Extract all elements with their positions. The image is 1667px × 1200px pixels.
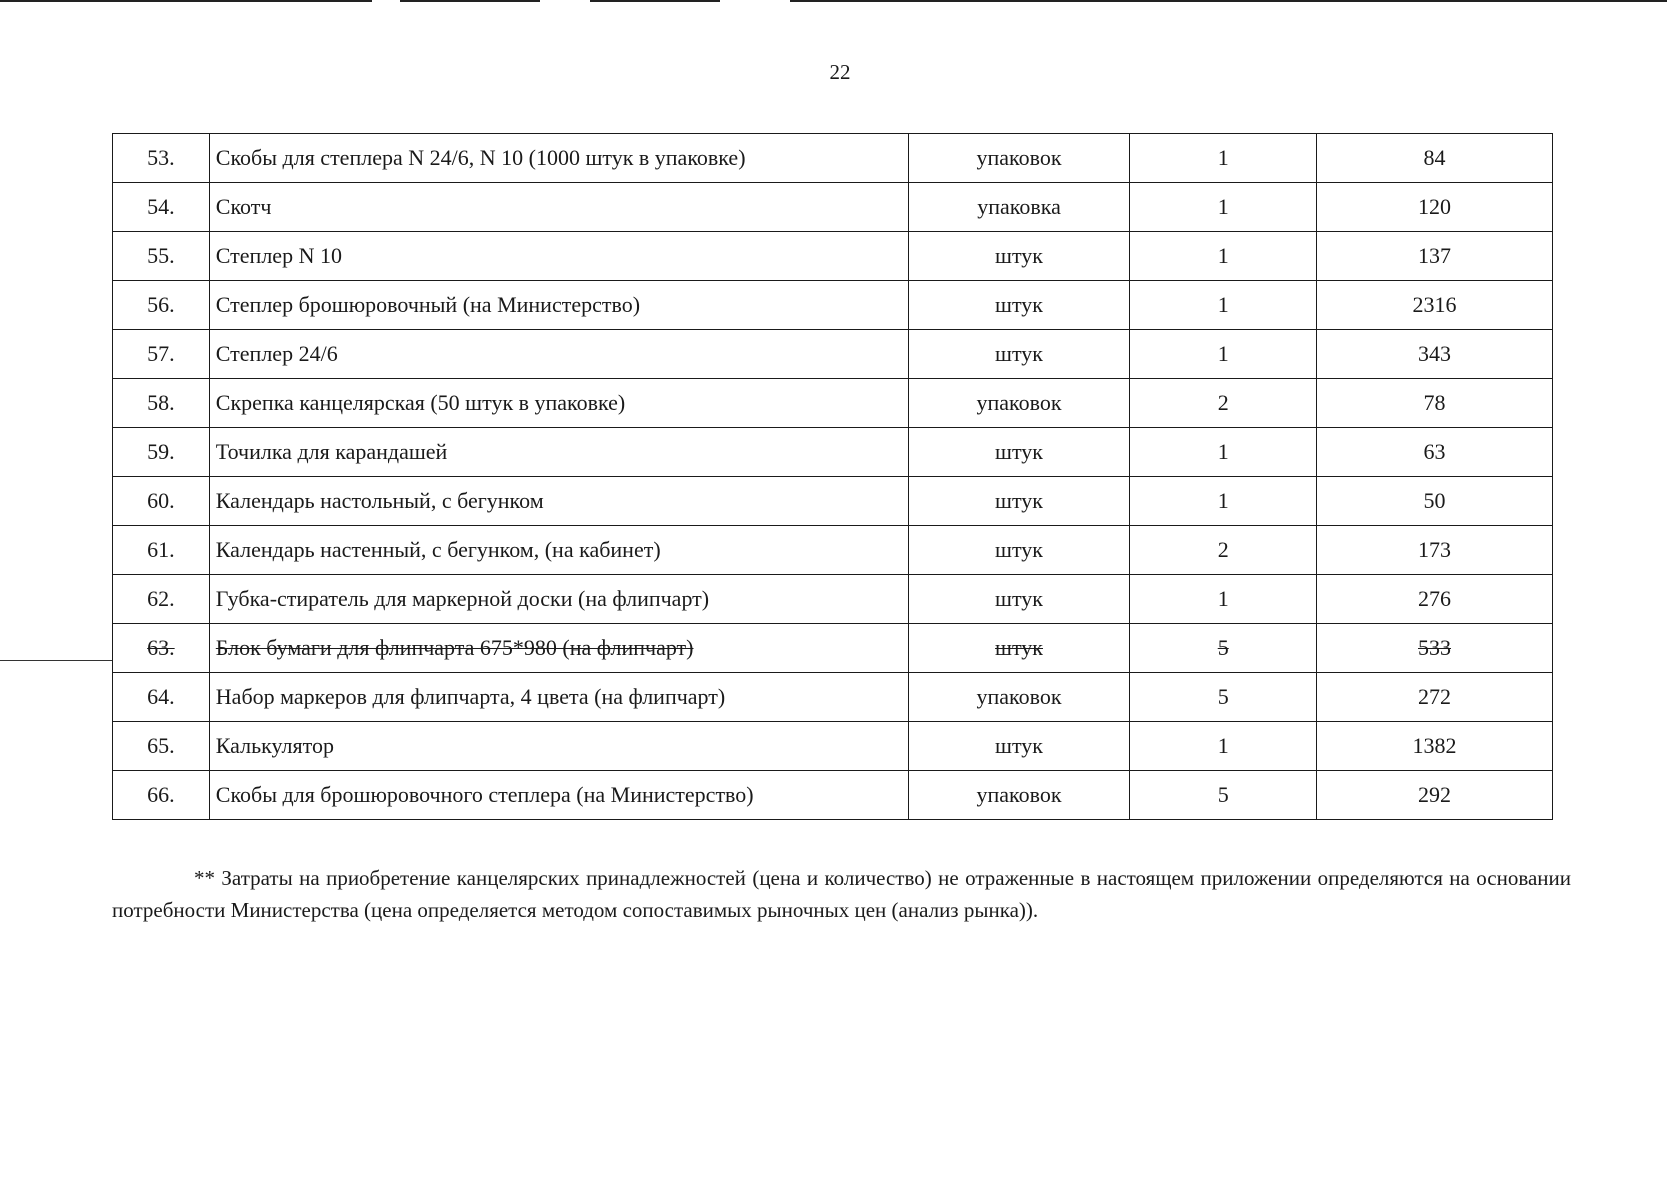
item-price: 120 xyxy=(1317,183,1553,232)
item-unit: штук xyxy=(908,575,1130,624)
item-quantity: 1 xyxy=(1130,575,1317,624)
item-name: Скобы для брошюровочного степлера (на Министерство) xyxy=(209,771,908,820)
footnote: ** Затраты на приобретение канцелярских принадлежностей (цена и количество) не отраженные в настоящем приложении определяются на основании потребности Министерства (цена определяется методом сопоставимых рыночных цен (анализ рынка)). xyxy=(112,866,1571,922)
table-row xyxy=(113,771,1553,820)
item-price: 137 xyxy=(1317,232,1553,281)
item-quantity: 1 xyxy=(1130,281,1317,330)
item-price: 343 xyxy=(1317,330,1553,379)
item-quantity: 2 xyxy=(1130,526,1317,575)
row-number: 55. xyxy=(113,232,210,281)
row-number: 54. xyxy=(113,183,210,232)
table-row xyxy=(113,477,1553,526)
item-price: 63 xyxy=(1317,428,1553,477)
item-name: Скотч xyxy=(209,183,908,232)
item-name: Степлер N 10 xyxy=(209,232,908,281)
item-price: 50 xyxy=(1317,477,1553,526)
row-number: 63. xyxy=(113,624,210,673)
row-number: 66. xyxy=(113,771,210,820)
item-quantity: 1 xyxy=(1130,232,1317,281)
item-price: 533 xyxy=(1317,624,1553,673)
strike-through-line xyxy=(0,660,112,661)
item-quantity: 1 xyxy=(1130,477,1317,526)
row-number: 57. xyxy=(113,330,210,379)
item-price: 272 xyxy=(1317,673,1553,722)
item-unit: упаковка xyxy=(908,183,1130,232)
item-unit: штук xyxy=(908,624,1130,673)
scan-edge-line xyxy=(590,0,720,2)
item-quantity: 1 xyxy=(1130,330,1317,379)
item-price: 173 xyxy=(1317,526,1553,575)
item-price: 1382 xyxy=(1317,722,1553,771)
item-name: Календарь настольный, с бегунком xyxy=(209,477,908,526)
item-unit: штук xyxy=(908,281,1130,330)
item-unit: штук xyxy=(908,722,1130,771)
item-unit: упаковок xyxy=(908,379,1130,428)
page-number: 22 xyxy=(829,60,851,84)
scan-edge-line xyxy=(400,0,540,2)
item-unit: упаковок xyxy=(908,134,1130,183)
item-unit: штук xyxy=(908,232,1130,281)
table-row xyxy=(113,330,1553,379)
row-number: 56. xyxy=(113,281,210,330)
item-unit: штук xyxy=(908,428,1130,477)
row-number: 53. xyxy=(113,134,210,183)
item-unit: штук xyxy=(908,526,1130,575)
item-quantity: 5 xyxy=(1130,673,1317,722)
row-number: 62. xyxy=(113,575,210,624)
row-number: 59. xyxy=(113,428,210,477)
item-unit: штук xyxy=(908,477,1130,526)
table-row xyxy=(113,232,1553,281)
table-row-struck-through xyxy=(113,624,1553,673)
table-row xyxy=(113,526,1553,575)
item-price: 2316 xyxy=(1317,281,1553,330)
item-name: Календарь настенный, с бегунком, (на кабинет) xyxy=(209,526,908,575)
item-quantity: 1 xyxy=(1130,428,1317,477)
item-quantity: 1 xyxy=(1130,134,1317,183)
table-row xyxy=(113,281,1553,330)
row-number: 64. xyxy=(113,673,210,722)
item-quantity: 1 xyxy=(1130,722,1317,771)
item-unit: упаковок xyxy=(908,673,1130,722)
item-unit: штук xyxy=(908,330,1130,379)
item-price: 84 xyxy=(1317,134,1553,183)
item-price: 292 xyxy=(1317,771,1553,820)
table-row xyxy=(113,183,1553,232)
item-quantity: 1 xyxy=(1130,183,1317,232)
item-price: 78 xyxy=(1317,379,1553,428)
row-number: 60. xyxy=(113,477,210,526)
row-number: 65. xyxy=(113,722,210,771)
item-name: Блок бумаги для флипчарта 675*980 (на флипчарт) xyxy=(209,624,908,673)
row-number: 61. xyxy=(113,526,210,575)
table-row xyxy=(113,134,1553,183)
item-quantity: 5 xyxy=(1130,771,1317,820)
item-unit: упаковок xyxy=(908,771,1130,820)
item-name: Точилка для карандашей xyxy=(209,428,908,477)
stationery-table xyxy=(112,133,1553,820)
item-price: 276 xyxy=(1317,575,1553,624)
item-name: Скобы для степлера N 24/6, N 10 (1000 штук в упаковке) xyxy=(209,134,908,183)
item-quantity: 5 xyxy=(1130,624,1317,673)
item-name: Набор маркеров для флипчарта, 4 цвета (на флипчарт) xyxy=(209,673,908,722)
table-row xyxy=(113,722,1553,771)
item-name: Степлер 24/6 xyxy=(209,330,908,379)
table-row xyxy=(113,428,1553,477)
item-quantity: 2 xyxy=(1130,379,1317,428)
item-name: Скрепка канцелярская (50 штук в упаковке) xyxy=(209,379,908,428)
item-name: Губка-стиратель для маркерной доски (на флипчарт) xyxy=(209,575,908,624)
table-row xyxy=(113,379,1553,428)
row-number: 58. xyxy=(113,379,210,428)
item-name: Калькулятор xyxy=(209,722,908,771)
table-row xyxy=(113,673,1553,722)
scan-edge-line xyxy=(790,0,1667,2)
table-row xyxy=(113,575,1553,624)
item-name: Степлер брошюровочный (на Министерство) xyxy=(209,281,908,330)
scan-edge-line xyxy=(0,0,372,2)
